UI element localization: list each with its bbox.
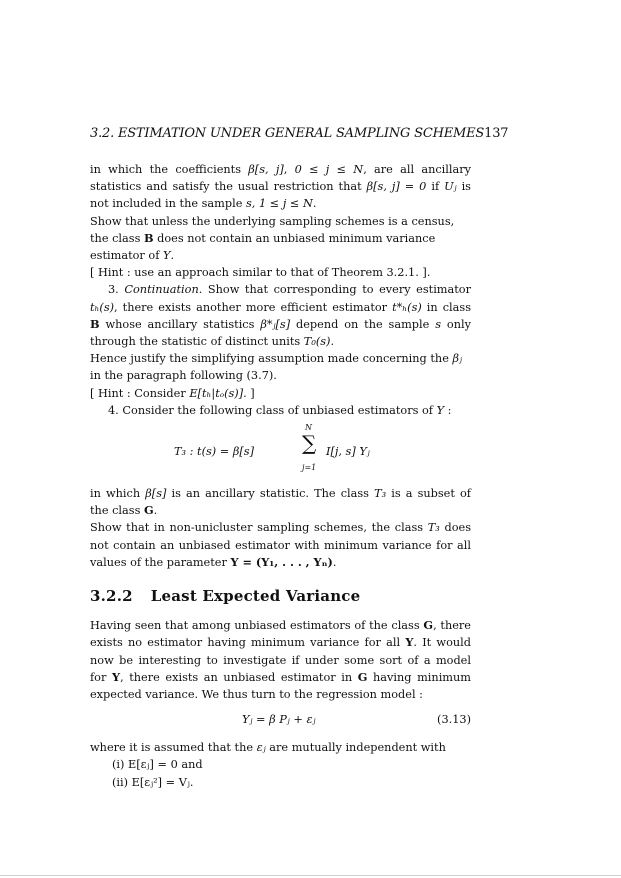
exercise-4: 4. Consider the following class of unbiased estimators of Y : (108, 403, 452, 417)
paragraph: Having seen that among unbiased estimators of the class G, there exists no estimator having minimum variance for all Y. It would now be interesting to investigate if under some sort of a model for Y, there exists an unbiased estimator in G having minimum expected variance. We thus turn to the regression model : (90, 618, 472, 702)
paragraph: Show that in non-unicluster sampling schemes, the class T₃ does not contain an unbiased estimator with minimum variance for all values of the parameter Y = (Y₁, . . . , Yₙ). (90, 521, 471, 569)
hint: [ Hint : Consider E[tₕ|tₒ(s)]. ] (90, 386, 255, 400)
section-heading (90, 588, 471, 605)
page-number: 137 (484, 126, 509, 141)
hint: [ Hint : use an approach similar to that of Theorem 3.2.1. ]. (90, 266, 431, 280)
sum-upper-limit: N (305, 423, 312, 433)
footer-rule (0, 875, 621, 876)
section-title: 3.2. ESTIMATION UNDER GENERAL SAMPLING SCHEMES (90, 126, 485, 141)
paragraph: Hence justify the simplifying assumption made concerning the βⱼ in the paragraph following (3.7). (90, 352, 462, 383)
equation-number: (3.13) (437, 713, 471, 727)
equation-t3 (90, 423, 471, 479)
body-text (90, 161, 471, 791)
condition-item: (i) E[εⱼ] = 0 and (112, 758, 203, 772)
running-head (90, 126, 509, 141)
paragraph: Show that unless the underlying sampling schemes is a census, the class B does not contain an unbiased minimum variance estimator of Y. (90, 214, 455, 263)
equation-model (90, 705, 471, 735)
section-number: 3.2.2 (90, 587, 133, 606)
equation-rhs: I[j, s] Yⱼ (326, 445, 370, 459)
exercise-3: 3. Continuation. Show that corresponding to every estimator tₕ(s), there exists another more efficient estimator t*ₕ(s) in class B whose ancillary statistics β*ⱼ[s] depend on the sample s only through the statistic of distinct units T₀(s). (90, 283, 472, 349)
paragraph: in which β[s] is an ancillary statistic. The class T₃ is a subset of the class G. (90, 487, 471, 518)
paragraph: in which the coefficients β[s, j], 0 ≤ j ≤ N, are all ancillary statistics and satisfy the usual restriction that β[s, j] = 0 if Uⱼ is not included in the sample s, 1 ≤ j ≤ N. (90, 163, 472, 211)
paragraph: where it is assumed that the εⱼ are mutually independent with (90, 741, 446, 755)
equation-lhs: T₃ : t(s) = β[s] (174, 445, 254, 459)
section-title-text: Least Expected Variance (150, 587, 361, 606)
sum-symbol: ∑ (302, 431, 317, 456)
condition-item: (ii) E[εⱼ²] = Vⱼ. (112, 775, 194, 789)
equation-expression: Yⱼ = β Pⱼ + εⱼ (242, 713, 316, 727)
sum-lower-limit: j=1 (302, 463, 317, 473)
